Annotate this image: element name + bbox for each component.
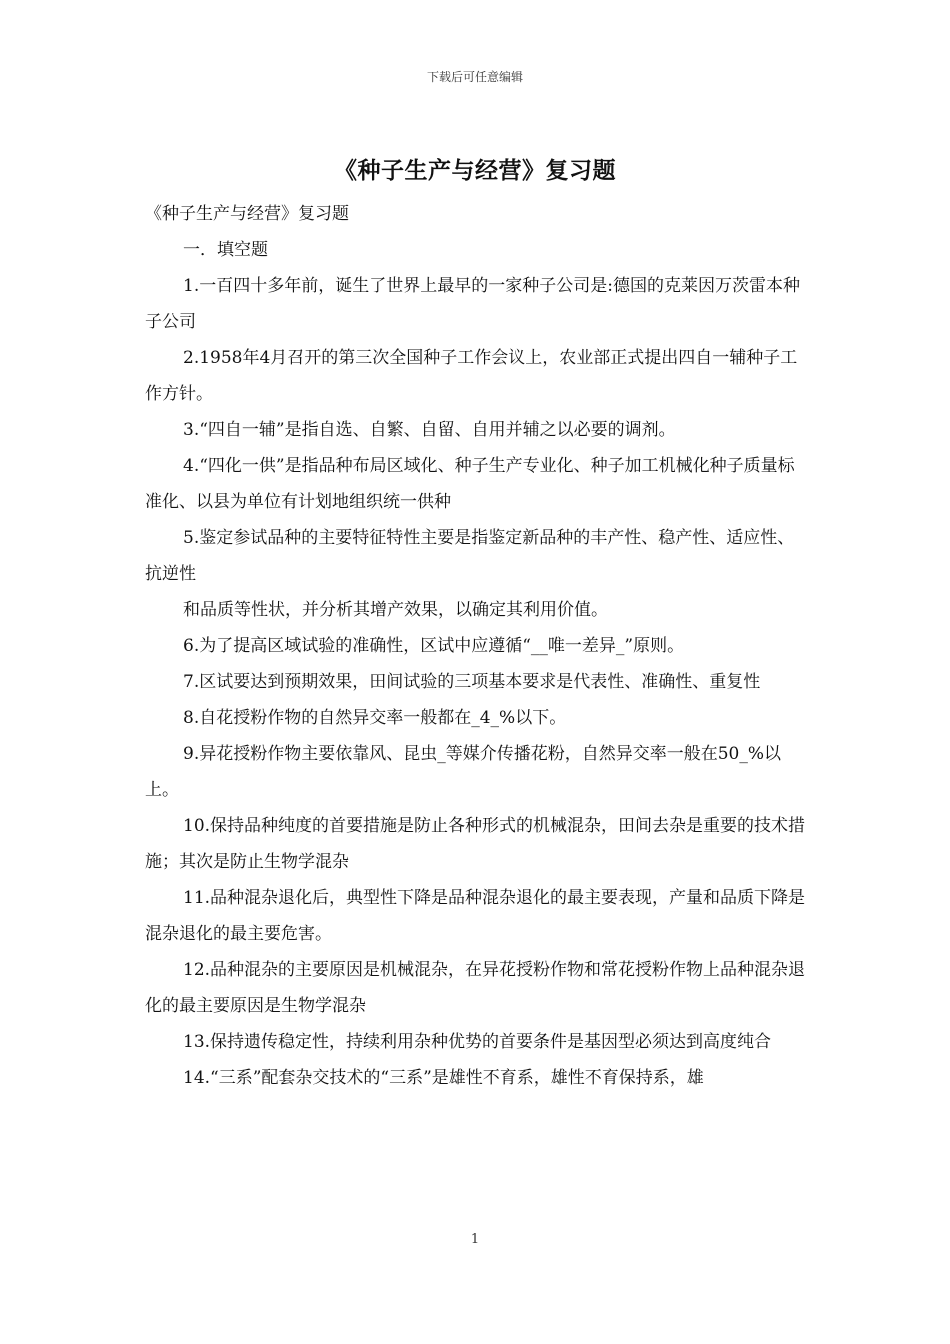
document-title: 《种子生产与经营》复习题 [334, 157, 616, 184]
paragraph-10: 10.保持品种纯度的首要措施是防止各种形式的机械混杂，田间去杂是重要的技术措施；其次是防止生物学混杂 [145, 816, 806, 872]
paragraph-5-continued: 和品质等性状，并分析其增产效果，以确定其利用价值。 [183, 600, 608, 620]
paragraph-9: 9.异花授粉作物主要依靠风、昆虫_等媒介传播花粉，自然异交率一般在50_%以上。 [145, 744, 782, 800]
paragraph-2: 2.1958年4月召开的第三次全国种子工作会议上，农业部正式提出四自一辅种子工作方针。 [145, 348, 798, 404]
paragraph-7: 7.区试要达到预期效果，田间试验的三项基本要求是代表性、准确性、重复性 [183, 672, 761, 692]
paragraph-8: 8.自花授粉作物的自然异交率一般都在_4_%以下。 [183, 708, 567, 728]
section-heading: 一．填空题 [183, 240, 268, 260]
paragraph-6: 6.为了提高区域试验的准确性，区试中应遵循“__唯一差异_”原则。 [183, 636, 685, 656]
paragraph-14: 14.“三系”配套杂交技术的“三系”是雄性不育系，雄性不育保持系，雄 [183, 1068, 704, 1088]
paragraph-1: 1.一百四十多年前，诞生了世界上最早的一家种子公司是:德国的克莱因万茨雷本种子公司 [145, 276, 800, 332]
paragraph-12: 12.品种混杂的主要原因是机械混杂，在异花授粉作物和常花授粉作物上品种混杂退化的最主要原因是生物学混杂 [145, 960, 806, 1016]
page-header-note: 下载后可任意编辑 [426, 70, 523, 84]
document-body [145, 196, 808, 1096]
page-number: 1 [470, 1232, 480, 1247]
paragraph-4: 4.“四化一供”是指品种布局区域化、种子生产专业化、种子加工机械化种子质量标准化、以县为单位有计划地组织统一供种 [145, 456, 795, 512]
paragraph-13: 13.保持遗传稳定性，持续利用杂种优势的首要条件是基因型必须达到高度纯合 [183, 1032, 772, 1052]
document-subtitle: 《种子生产与经营》复习题 [145, 204, 349, 224]
paragraph-11: 11.品种混杂退化后，典型性下降是品种混杂退化的最主要表现，产量和品质下降是混杂退化的最主要危害。 [145, 888, 806, 944]
paragraph-3: 3.“四自一辅”是指自选、自繁、自留、自用并辅之以必要的调剂。 [183, 420, 676, 440]
paragraph-5: 5.鉴定参试品种的主要特征特性主要是指鉴定新品种的丰产性、稳产性、适应性、抗逆性 [145, 528, 795, 584]
